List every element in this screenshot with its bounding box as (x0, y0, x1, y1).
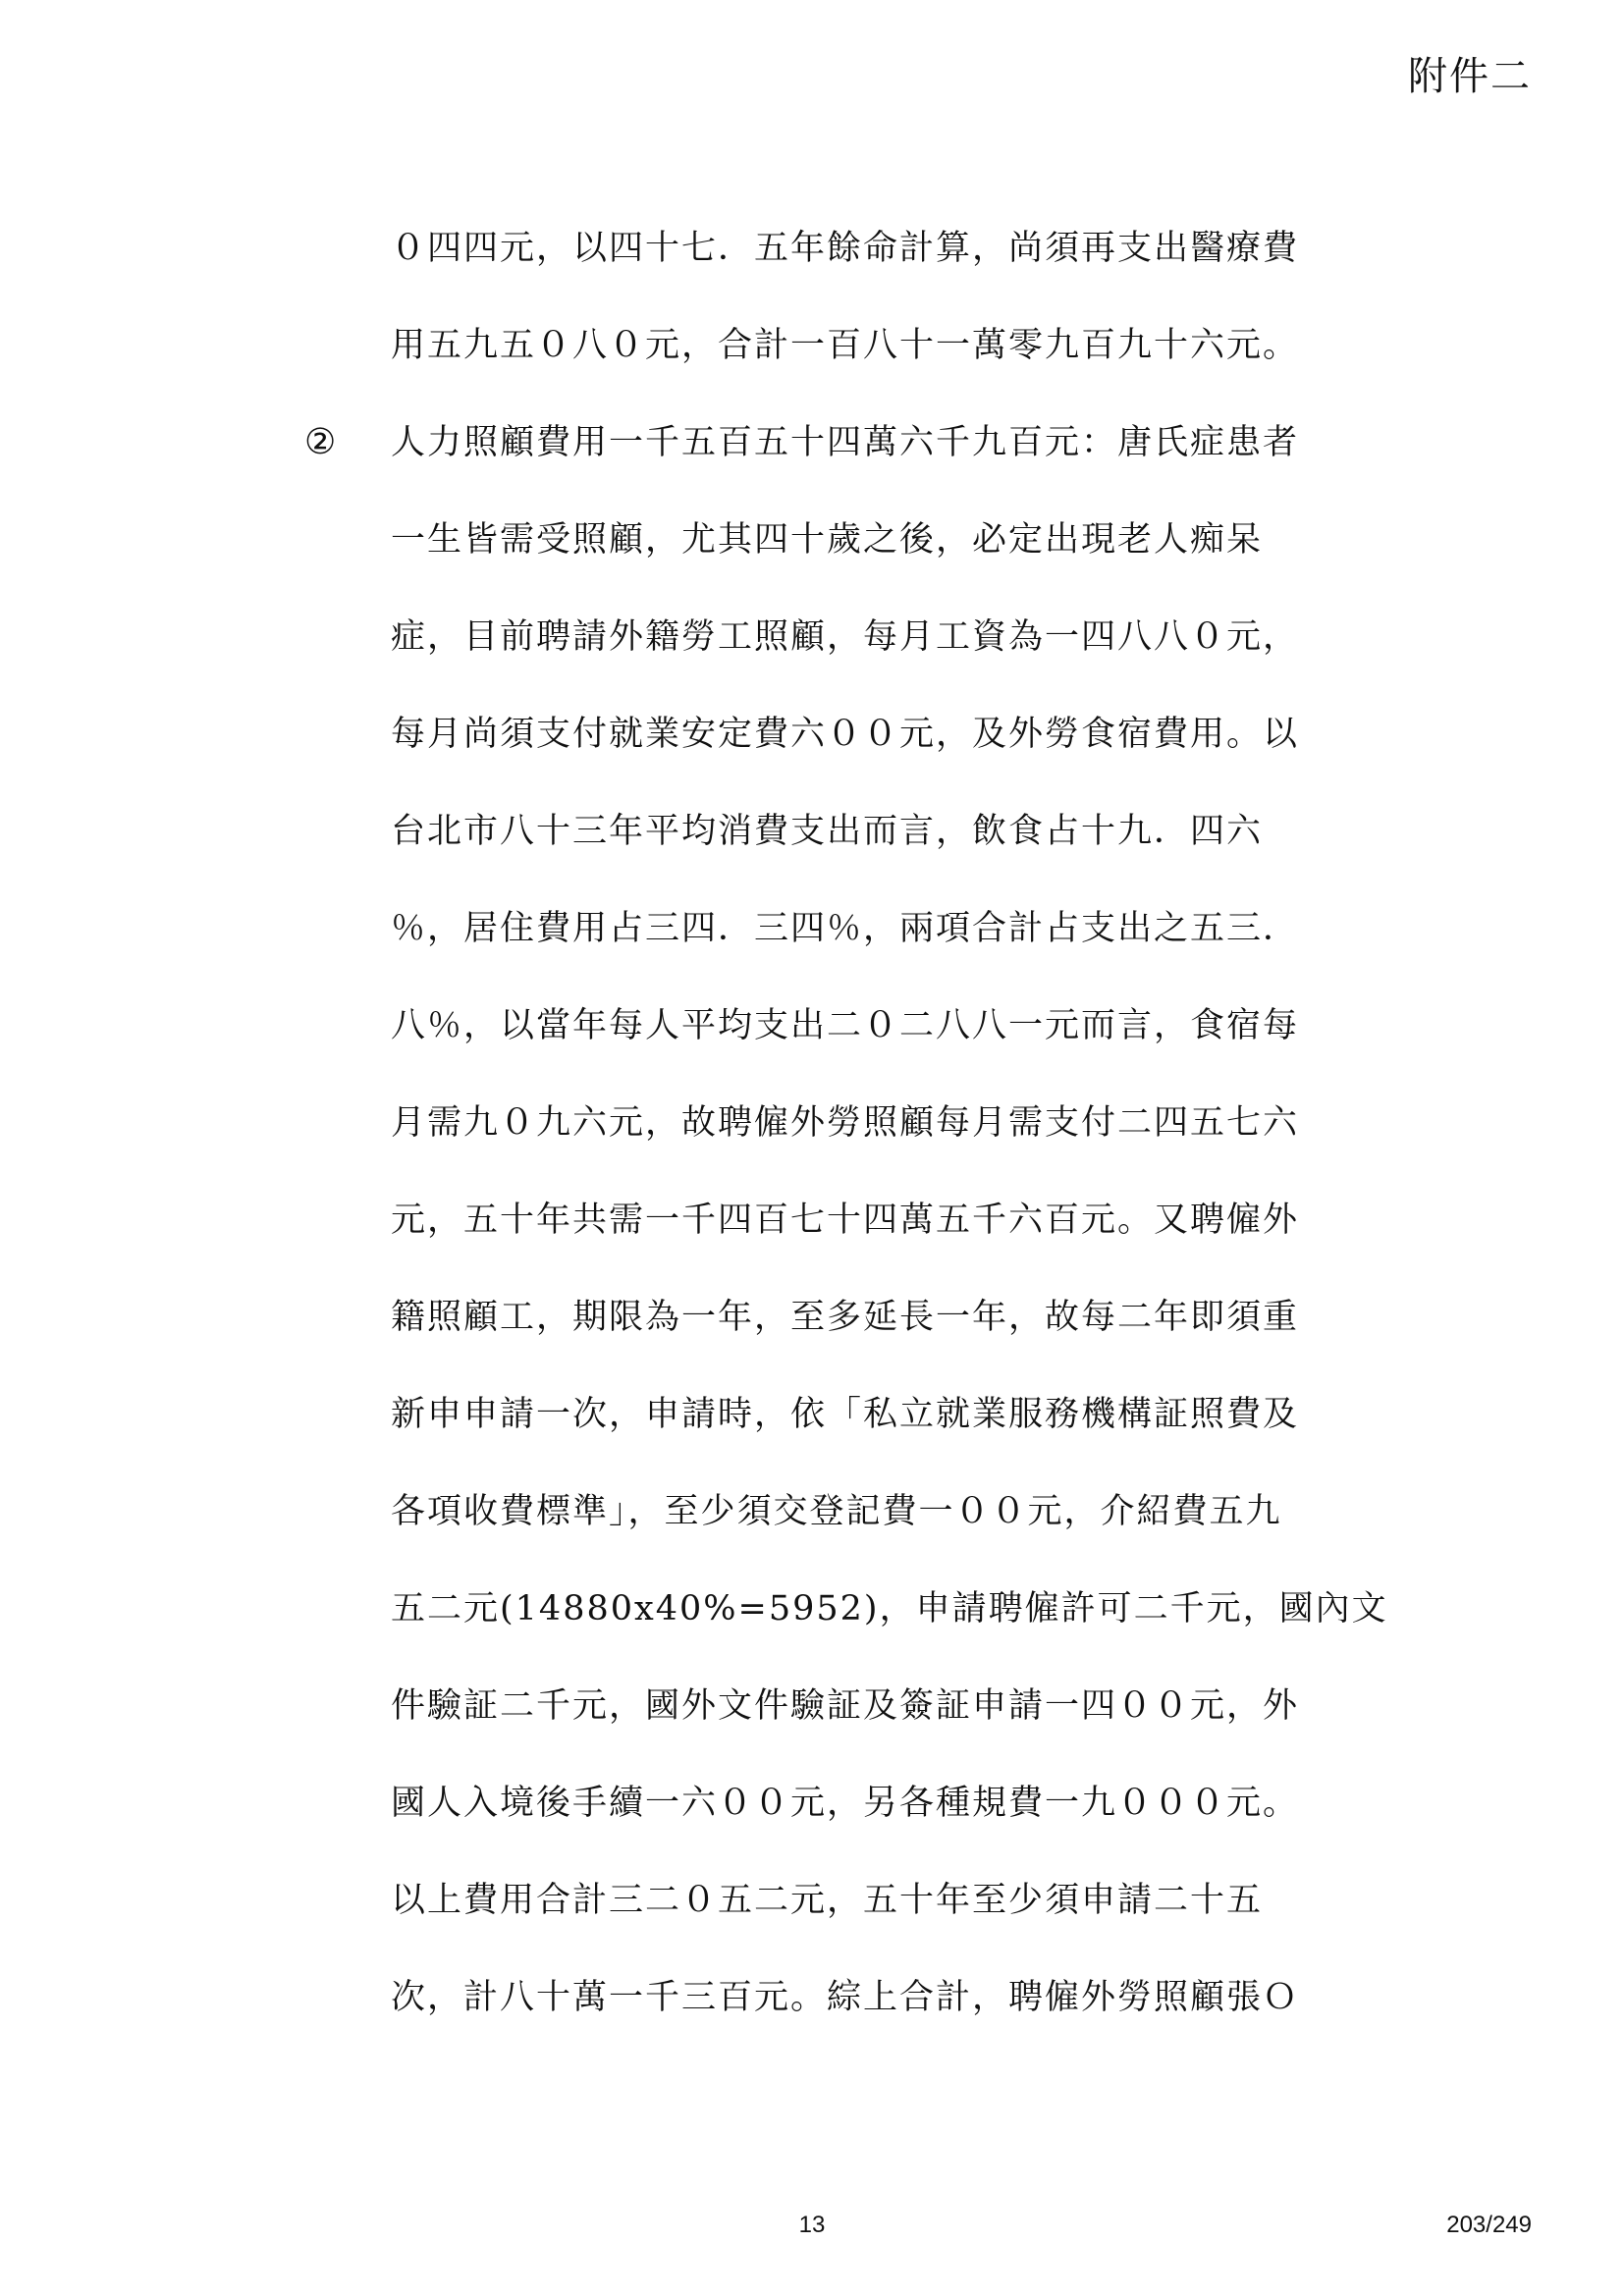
text-line: ０四四元，以四十七．五年餘命計算，尚須再支出醫療費 (391, 229, 1300, 268)
text-line: 五二元(14880x40%=5952)，申請聘僱許可二千元，國內文 (391, 1589, 1388, 1629)
text-line: 各項收費標準」，至少須交登記費一００元，介紹費五九 (391, 1492, 1282, 1531)
text-line: 新申申請一次，申請時，依「私立就業服務機構証照費及 (391, 1395, 1300, 1434)
attachment-label: 附件二 (1408, 54, 1532, 99)
text-line: 一生皆需受照顧，尤其四十歲之後，必定出現老人痴呆 (391, 520, 1264, 560)
text-line: 台北市八十三年平均消費支出而言，飲食占十九．四六 (391, 812, 1264, 851)
text-line: 月需九０九六元，故聘僱外勞照顧每月需支付二四五七六 (391, 1103, 1300, 1143)
item-first-line (304, 410, 1382, 507)
text-line: 八％，以當年每人平均支出二０二八八一元而言，食宿每 (391, 1006, 1300, 1045)
text-line: 元，五十年共需一千四百七十四萬五千六百元。又聘僱外 (391, 1201, 1300, 1240)
text-line: ％，居住費用占三四．三四％，兩項合計占支出之五三． (391, 909, 1300, 948)
text-line: 每月尚須支付就業安定費六００元，及外勞食宿費用。以 (391, 715, 1300, 754)
text-line: 症，目前聘請外籍勞工照顧，每月工資為一四八八０元， (391, 617, 1300, 657)
page-number: 13 (798, 2212, 826, 2238)
item-marker: ② (304, 422, 339, 462)
page-counter: 203/249 (1446, 2212, 1532, 2238)
text-line: 件驗証二千元，國外文件驗証及簽証申請一四００元，外 (391, 1686, 1300, 1726)
text-line: 籍照顧工，期限為一年，至多延長一年，故每二年即須重 (391, 1298, 1300, 1337)
text-line: 以上費用合計三二０五二元，五十年至少須申請二十五 (391, 1881, 1264, 1920)
text-line: 國人入境後手續一六００元，另各種規費一九０００元。 (391, 1784, 1300, 1823)
document-body (304, 216, 1388, 2062)
text-line: 次，計八十萬一千三百元。綜上合計，聘僱外勞照顧張Ｏ (391, 1978, 1300, 2017)
text-line: 用五九五０八０元，合計一百八十一萬零九百九十六元。 (391, 326, 1300, 365)
text-line: 人力照顧費用一千五百五十四萬六千九百元：唐氏症患者 (391, 423, 1300, 462)
